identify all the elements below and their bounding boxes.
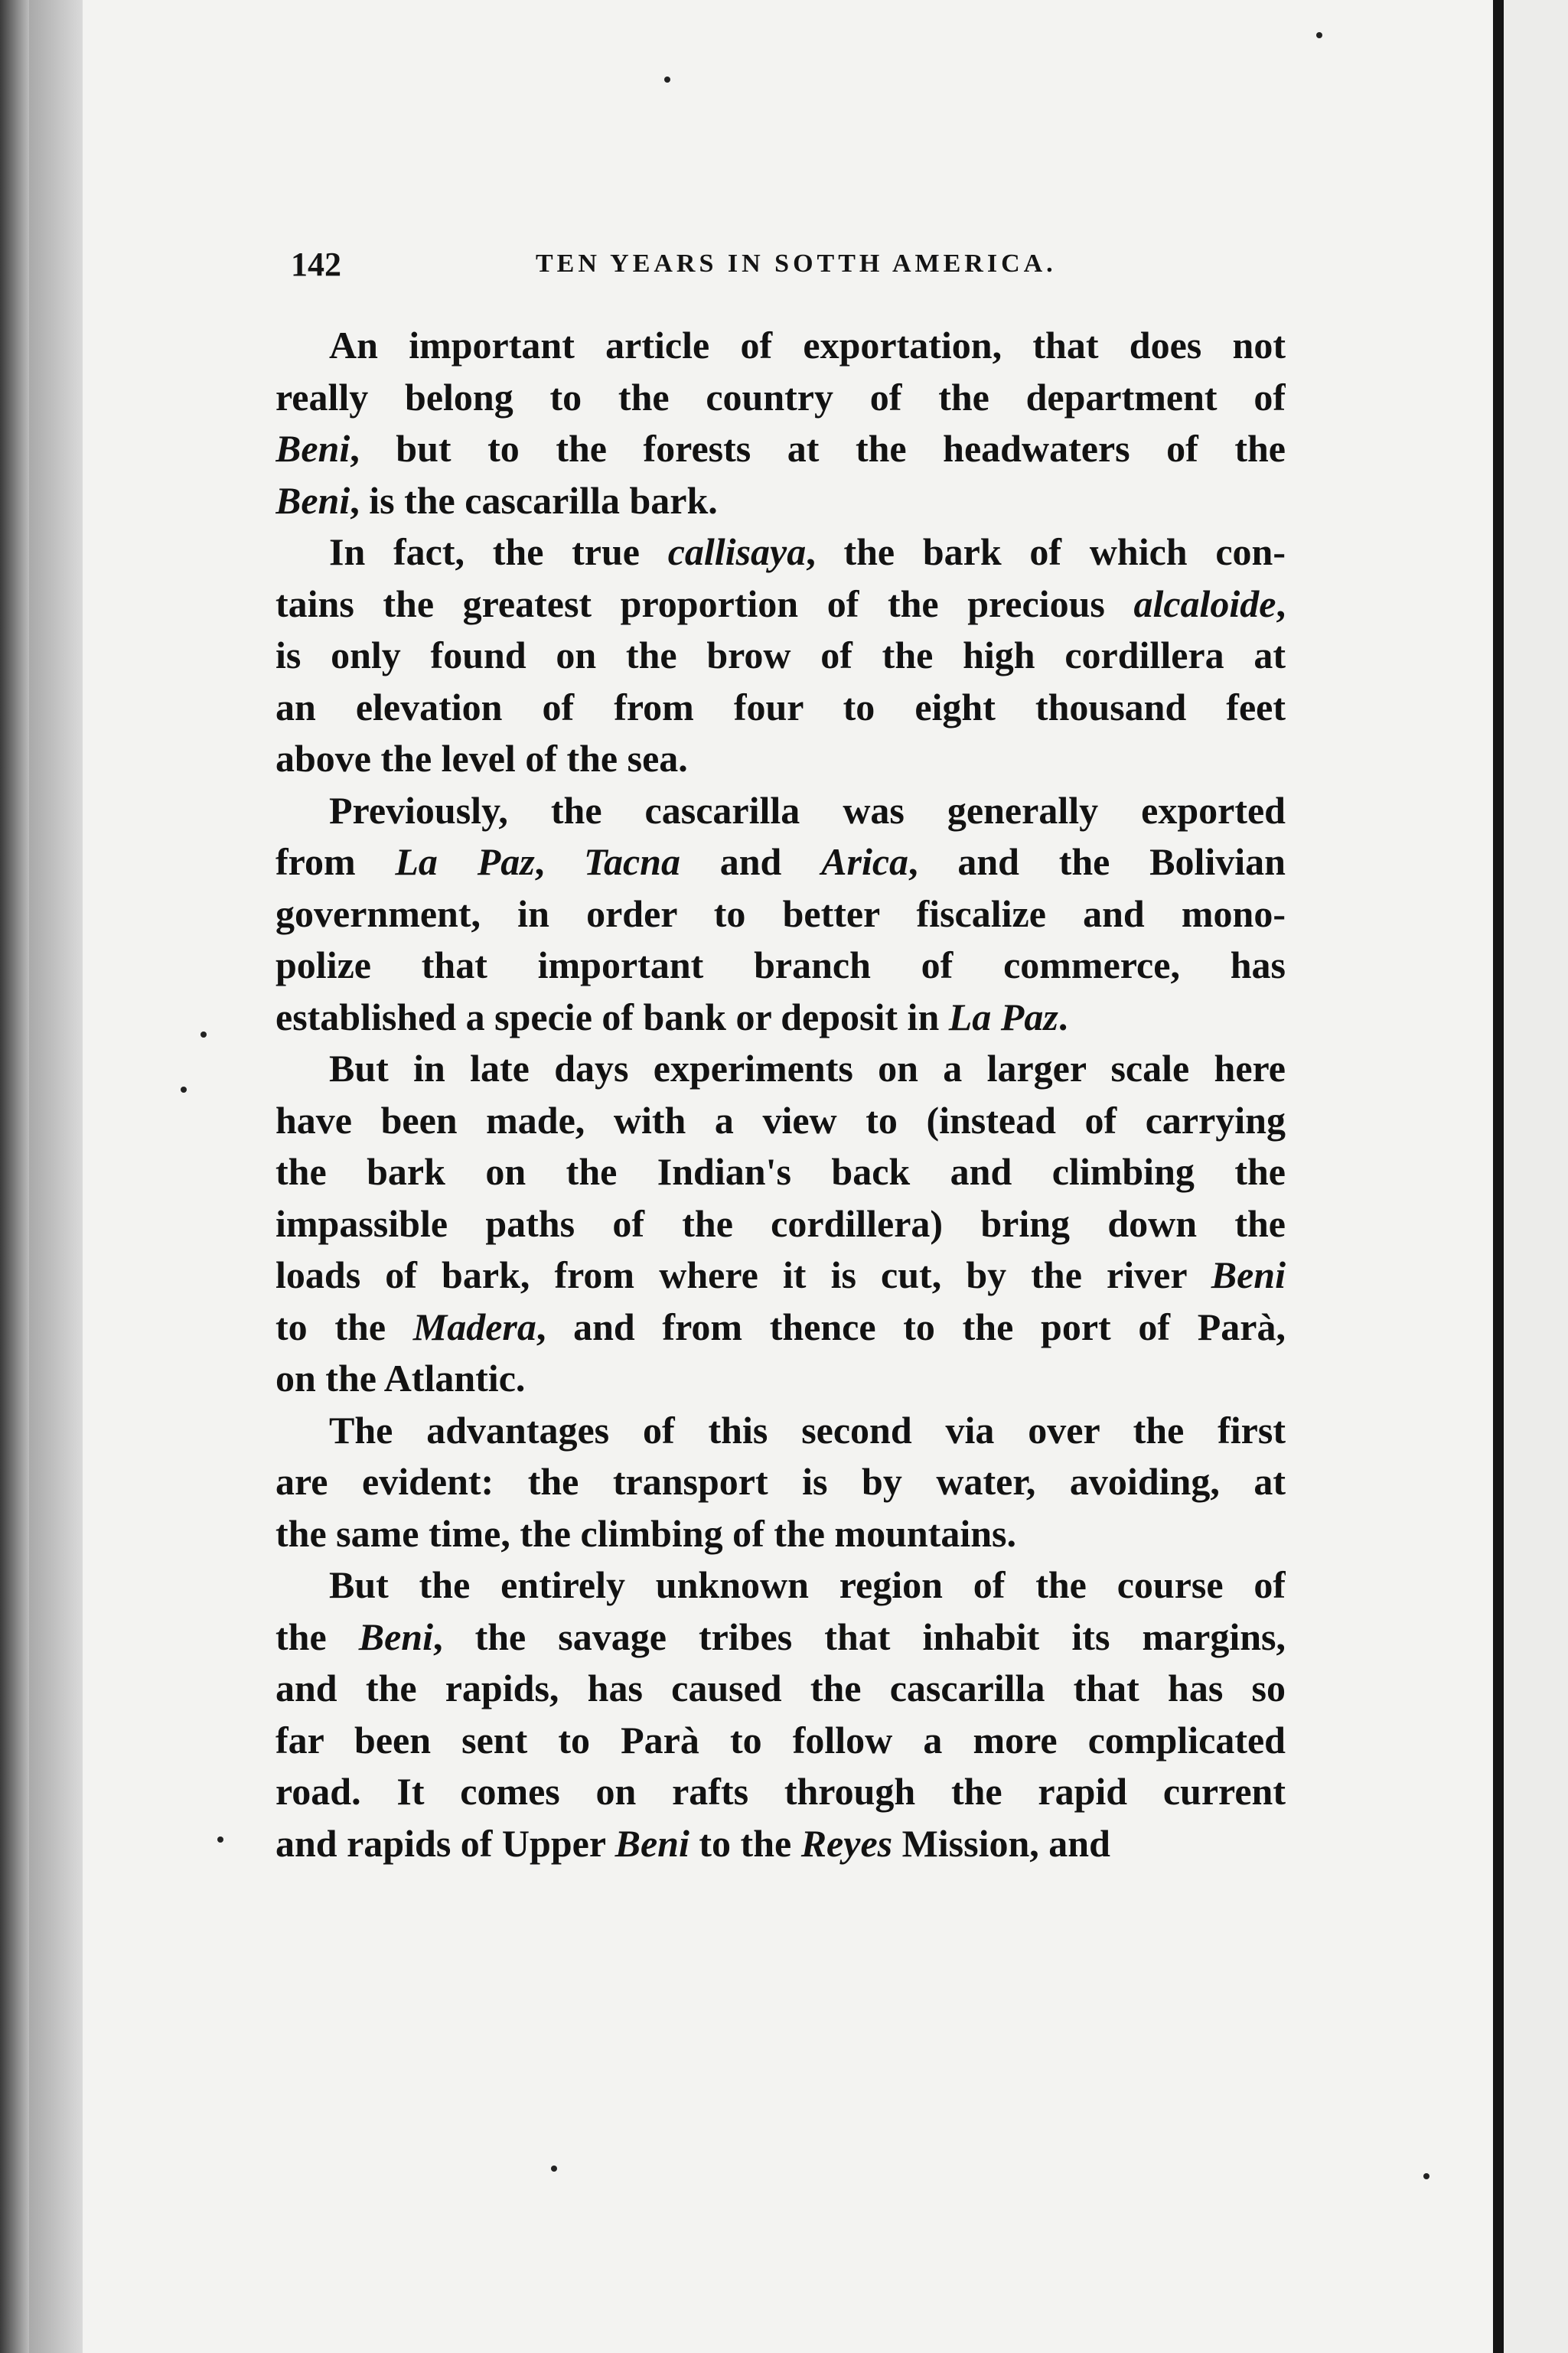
text-run: and	[680, 840, 822, 883]
italic-term: callisaya	[667, 530, 807, 573]
italic-term: alcaloide	[1133, 582, 1276, 625]
italic-term: Reyes	[800, 1821, 893, 1865]
text-run: The advantages of this second via over the first	[329, 1408, 1286, 1452]
text-run: the same time, the climbing of the mountains.	[275, 1511, 1016, 1555]
scan-speck	[217, 1836, 223, 1843]
paragraph	[275, 1559, 1286, 1869]
text-run: .	[1058, 995, 1068, 1038]
italic-term: Arica	[821, 840, 909, 883]
text-run: is only found on the brow of the high cordillera at	[275, 634, 1286, 676]
text-line	[275, 1405, 1286, 1457]
text-line	[275, 1715, 1286, 1767]
text-run: to the	[689, 1821, 801, 1865]
text-run: from	[275, 840, 396, 883]
text-run: , and the Bolivian	[908, 840, 1286, 883]
text-run: , the bark of which con-	[806, 530, 1286, 573]
text-line	[275, 1302, 1286, 1354]
text-line	[275, 1250, 1286, 1302]
paragraph	[275, 1405, 1286, 1560]
text-run: road. It comes on rafts through the rapid current	[275, 1770, 1286, 1813]
text-line	[275, 578, 1286, 631]
text-line	[275, 526, 1286, 578]
text-run: tains the greatest proportion of the precious	[275, 582, 1134, 625]
body-text	[275, 320, 1286, 1869]
text-line	[275, 733, 1286, 785]
text-line	[275, 1198, 1286, 1250]
paragraph	[275, 1043, 1286, 1405]
text-line	[275, 992, 1286, 1044]
text-run: on the Atlantic.	[275, 1357, 526, 1400]
italic-term: Beni	[614, 1821, 689, 1865]
text-line	[275, 372, 1286, 424]
scan-speck	[1316, 32, 1322, 38]
text-run: to the	[275, 1305, 413, 1348]
text-run: above the level of the sea.	[275, 737, 688, 780]
text-run: and the rapids, has caused the cascarilla that has so	[275, 1667, 1286, 1709]
text-run: An important article of exportation, that does not	[329, 324, 1286, 367]
text-run: the bark on the Indian's back and climbing the	[275, 1150, 1286, 1193]
italic-term: La Paz	[395, 840, 535, 883]
text-run: In fact, the true	[329, 530, 668, 573]
text-line	[275, 888, 1286, 940]
text-line	[275, 475, 1286, 527]
text-line	[275, 1146, 1286, 1198]
italic-term: Tacna	[584, 840, 680, 883]
book-spine-shadow	[0, 0, 29, 2353]
page-gutter	[29, 0, 83, 2353]
scan-speck	[1423, 2173, 1429, 2179]
text-run: are evident: the transport is by water, avoiding, at	[275, 1460, 1286, 1503]
italic-term: Beni	[275, 427, 350, 470]
page-number: 142	[291, 246, 341, 283]
text-run: and rapids of Upper	[275, 1821, 615, 1865]
text-line	[275, 1766, 1286, 1818]
italic-term: La Paz	[948, 995, 1058, 1038]
text-run: ,	[1276, 582, 1286, 625]
page-edge-rule	[1493, 0, 1504, 2353]
text-run: But in late days experiments on a larger scale here	[329, 1047, 1286, 1090]
scan-speck	[200, 1031, 207, 1038]
text-run: ,	[534, 840, 584, 883]
paragraph	[275, 526, 1286, 785]
text-line	[275, 1456, 1286, 1508]
text-line	[275, 1043, 1286, 1095]
text-run: impassible paths of the cordillera) bring down the	[275, 1201, 1286, 1245]
text-line	[275, 1095, 1286, 1147]
text-line	[275, 1612, 1286, 1664]
text-run: Mission, and	[892, 1821, 1110, 1865]
text-line	[275, 1353, 1286, 1405]
text-run: loads of bark, from where it is cut, by the river	[275, 1253, 1211, 1296]
text-run: , the savage tribes that inhabit its margins,	[432, 1615, 1286, 1658]
italic-term: Beni	[275, 478, 350, 522]
text-run: government, in order to better fiscalize and mono-	[275, 891, 1286, 935]
text-run: far been sent to Parà to follow a more complicated	[275, 1718, 1286, 1761]
text-run: Previously, the cascarilla was generally exported	[329, 788, 1286, 832]
scan-speck	[664, 77, 670, 83]
text-line	[275, 1818, 1286, 1870]
paragraph	[275, 785, 1286, 1044]
text-line	[275, 630, 1286, 682]
page-header	[291, 245, 1286, 291]
text-line	[275, 1508, 1286, 1560]
text-run: really belong to the country of the department of	[275, 375, 1286, 419]
text-run: But the entirely unknown region of the course of	[329, 1563, 1286, 1606]
running-head: TEN YEARS IN SOTTH AMERICA.	[536, 249, 1057, 278]
scan-speck	[551, 2166, 557, 2172]
text-run: the	[275, 1615, 359, 1658]
text-line	[275, 940, 1286, 992]
paragraph	[275, 320, 1286, 526]
italic-term: Madera	[412, 1305, 536, 1348]
text-run: , is the cascarilla bark.	[350, 478, 718, 522]
scan-speck	[181, 1087, 187, 1093]
text-line	[275, 836, 1286, 888]
text-line	[275, 1559, 1286, 1612]
text-line	[275, 423, 1286, 475]
text-line	[275, 320, 1286, 372]
italic-term: Beni	[358, 1615, 433, 1658]
text-line	[275, 1663, 1286, 1715]
text-line	[275, 682, 1286, 734]
text-run: , but to the forests at the headwaters of the	[350, 427, 1286, 470]
text-run: established a specie of bank or deposit in	[275, 995, 949, 1038]
text-run: have been made, with a view to (instead of carrying	[275, 1098, 1286, 1142]
text-run: an elevation of from four to eight thousand feet	[275, 685, 1286, 728]
text-line	[275, 785, 1286, 837]
text-run: , and from thence to the port of Parà,	[536, 1305, 1286, 1348]
facing-page-edge	[1504, 0, 1568, 2353]
italic-term: Beni	[1211, 1253, 1286, 1296]
text-run: polize that important branch of commerce, has	[275, 943, 1286, 986]
